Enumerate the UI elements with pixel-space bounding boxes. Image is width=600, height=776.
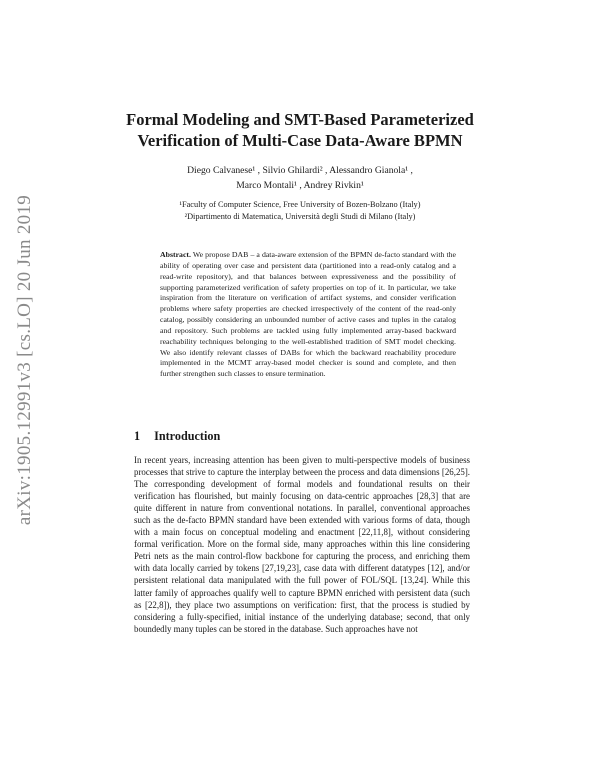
section-title: Introduction	[154, 429, 221, 443]
introduction-paragraph: In recent years, increasing attention has been given to multi-perspective models of business processes that strive to capture the interplay between the process and data dimensions [26,25]. The corresponding development of formal models and foundational results on their verification has flourished, but mainly focusing on data-centric approaches [28,3] that are quite different in nature from conventional notations. In parallel, conventional approaches such as the de-facto BPMN standard have been extended with various forms of data, though with a main focus on conceptual modeling and enactment [22,11,8], without considering formal verification. More on the formal side, many approaches within this line considering Petri nets as the main control-flow backbone for capturing the process, and enriching them with data locally carried by tokens [27,19,23], case data with different datatypes [12], and/or persistent relational data manipulated with the full power of FOL/SQL [13,24]. While this latter family of approaches qualify well to capture BPMN enriched with persistent data (such as [22,8]), they place two assumptions on verification: first, that the process is studied by considering a fully-specified, initial instance of the underlying database; second, that only boundedly many tuples can be stored in the database. Such approaches have not	[134, 455, 470, 634]
section-number: 1	[134, 429, 141, 443]
authors-line-1: Diego Calvanese¹ , Silvio Ghilardi² , Alessandro Gianola¹ ,	[187, 165, 413, 176]
affiliation-1: ¹Faculty of Computer Science, Free University of Bozen-Bolzano (Italy)	[179, 200, 421, 209]
abstract-label: Abstract.	[160, 250, 191, 259]
abstract-text: We propose DAB – a data-aware extension of the BPMN de-facto standard with the ability of operating over case and persistent data (partitioned into a read-only catalog and a read-write repository), and that balances between expressiveness and the possibility of supporting parameterized verification of safety properties on top of it. In particular, we take inspiration from the literature on verification of artifact systems, and consider verification problems where safety properties are checked irrespectively of the content of the read-only catalog, possibly considering an unbounded number of active cases and tuples in the catalog and repository. Such problems are tackled using fully implemented array-based backward reachability techniques belonging to the well-established tradition of SMT model checking. We also identify relevant classes of DABs for which the backward reachability procedure implemented in the MCMT array-based model checker is sound and complete, and then further strengthen such classes to ensure termination.	[160, 250, 457, 379]
author-list	[100, 164, 500, 193]
affiliations	[100, 199, 500, 223]
arxiv-identifier-text: arXiv:1905.12991v3 [cs.LO] 20 Jun 2019	[14, 194, 35, 526]
paper-title-line-2: Verification of Multi-Case Data-Aware BPMN	[137, 131, 463, 150]
affiliation-2: ²Dipartimento di Matematica, Università degli Studi di Milano (Italy)	[184, 212, 416, 221]
authors-line-2: Marco Montali¹ , Andrey Rivkin¹	[236, 179, 364, 191]
abstract	[160, 250, 456, 380]
paper-title	[100, 109, 500, 151]
paper-title-line-1: Formal Modeling and SMT-Based Parameterized	[126, 110, 474, 129]
section-heading	[134, 429, 220, 444]
arxiv-identifier	[5, 110, 45, 610]
